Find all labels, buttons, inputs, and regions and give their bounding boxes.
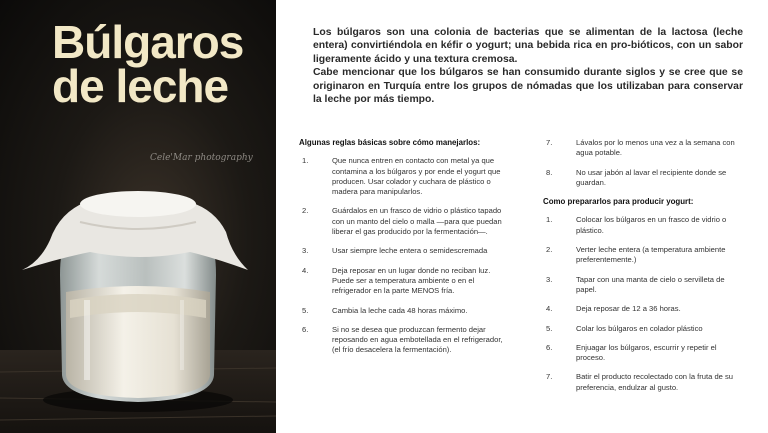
list-item <box>299 206 511 237</box>
item-number: 1. <box>302 156 309 166</box>
list-item <box>543 343 743 364</box>
item-number: 7. <box>546 372 553 382</box>
item-number: 4. <box>302 265 309 275</box>
item-number: 6. <box>302 324 309 334</box>
list-item <box>299 325 511 356</box>
item-text: Si no se desea que produzcan fermento dejar reposando en agua embotellada en el refrigerador, (el frío desacelera la fermentación). <box>332 324 503 355</box>
item-number: 2. <box>546 245 553 255</box>
list-item <box>543 138 743 159</box>
rules-column <box>299 138 511 365</box>
list-item <box>543 215 743 236</box>
item-number: 4. <box>546 304 553 314</box>
intro-paragraph-2: Cabe mencionar que los búlgaros se han consumido durante siglos y se cree que se originaron en Turquía entre los grupos de nómadas que los utilizaban para conservar la leche por más tiempo. <box>313 67 743 106</box>
item-number: 6. <box>546 342 553 352</box>
title-line-2: de leche <box>52 60 229 112</box>
item-number: 5. <box>546 323 553 333</box>
photo-watermark: Cele'Mar photography <box>150 153 253 163</box>
item-number: 3. <box>546 274 553 284</box>
item-number: 8. <box>546 167 553 177</box>
item-number: 3. <box>302 246 309 256</box>
item-text: Tapar con una manta de cielo o servilleta de papel. <box>576 274 725 294</box>
item-text: Verter leche entera (a temperatura ambiente preferentemente.) <box>576 245 726 265</box>
list-item <box>299 246 511 256</box>
prep-column <box>543 138 743 402</box>
list-item <box>543 304 743 314</box>
item-number: 5. <box>302 305 309 315</box>
list-item <box>543 245 743 266</box>
item-text: Lávalos por lo menos una vez a la semana con agua potable. <box>576 138 735 158</box>
item-number: 2. <box>302 206 309 216</box>
item-text: Deja reposar en un lugar donde no reciban luz. Puede ser a temperatura ambiente o en el refrigerador en la parte MENOS fría. <box>332 265 491 296</box>
title-line-1: Búlgaros <box>52 16 244 68</box>
item-text: Deja reposar de 12 a 36 horas. <box>576 304 681 314</box>
item-text: Batir el producto recolectado con la fruta de su preferencia, endulzar al gusto. <box>576 372 734 392</box>
item-text: Colar los búlgaros en colador plástico <box>576 323 703 333</box>
item-number: 7. <box>546 138 553 147</box>
intro-paragraph-1: Los búlgaros son una colonia de bacterias que se alimentan de la lactosa (leche entera) convirtiéndola en kéfir o yogurt; una bebida rica en pro-bióticos, con un sabor ligeramente ácido y una textura cremosa. <box>313 27 743 65</box>
item-text: Enjuagar los búlgaros, escurrir y repetir el proceso. <box>576 342 717 363</box>
prep-heading: Como prepararlos para producir yogurt: <box>543 197 694 207</box>
item-number: 1. <box>546 215 553 225</box>
item-text: Colocar los búlgaros en un frasco de vidrio o plástico. <box>576 215 727 235</box>
list-item <box>543 324 743 334</box>
list-item <box>543 372 743 393</box>
list-item <box>299 156 511 197</box>
page-title <box>52 16 244 112</box>
list-item <box>299 306 511 316</box>
intro-text <box>313 26 743 106</box>
item-text: Que nunca entren en contacto con metal ya que contamina a los búlgaros y por ende el yogurt que producen. Usar colador y cuchara de plástico o madera para manipularlos. <box>332 156 501 197</box>
item-text: Guárdalos en un frasco de vidrio o plástico tapado con un manto del cielo o malla —para que puedan liberar el gas producido por la fermentación—. <box>332 206 502 237</box>
list-item <box>299 266 511 297</box>
rules-heading: Algunas reglas básicas sobre cómo manejarlos: <box>299 138 481 147</box>
item-text: No usar jabón al lavar el recipiente donde se guardan. <box>576 167 727 187</box>
list-item <box>543 275 743 296</box>
item-text: Usar siempre leche entera o semidescremada <box>332 246 488 256</box>
photo-panel <box>0 0 276 433</box>
item-text: Cambia la leche cada 48 horas máximo. <box>332 305 468 315</box>
list-item <box>543 168 743 189</box>
